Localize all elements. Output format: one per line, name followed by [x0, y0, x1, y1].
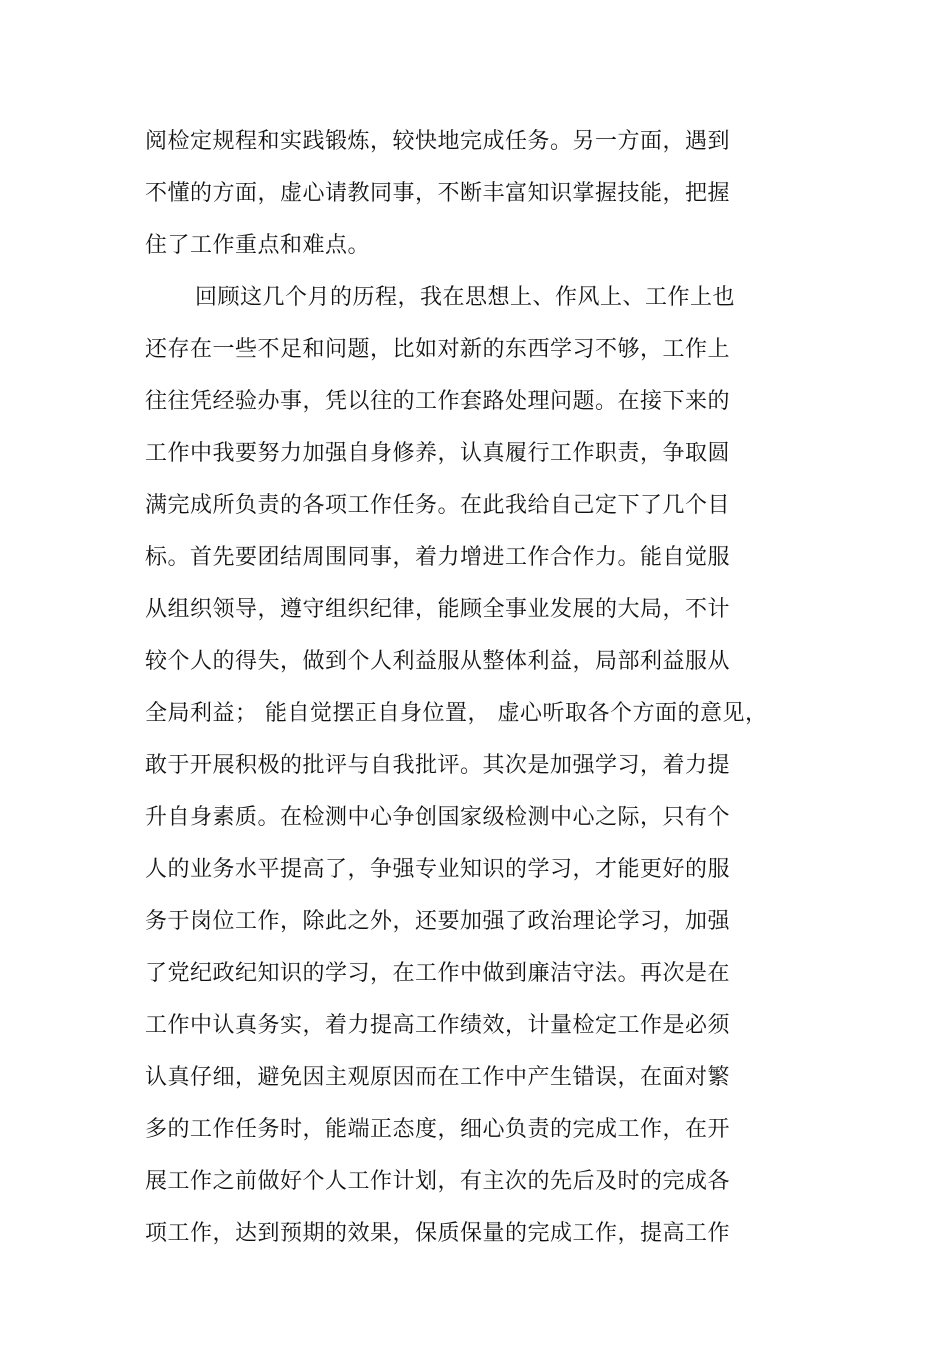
- text-line: 工作中我要努力加强自身修养，认真履行工作职责，争取圆: [145, 441, 731, 466]
- paragraph-first-line: 回顾这几个月的历程，我在思想上、作风上、工作上也: [195, 285, 736, 310]
- text-line: 满完成所负责的各项工作任务。在此我给自己定下了几个目: [145, 493, 731, 518]
- text-line: 项工作，达到预期的效果，保质保量的完成工作，提高工作: [145, 1221, 731, 1246]
- text-line: 工作中认真务实，着力提高工作绩效，计量检定工作是必须: [145, 1013, 731, 1038]
- text-line: 全局利益； 能自觉摆正自身位置， 虚心听取各个方面的意见，: [145, 701, 768, 726]
- body-text: [145, 116, 785, 1260]
- text-line: 不懂的方面，虚心请教同事，不断丰富知识掌握技能，把握: [145, 181, 731, 206]
- text-line: 人的业务水平提高了，争强专业知识的学习，才能更好的服: [145, 857, 731, 882]
- text-line: 标。首先要团结周围同事，着力增进工作合作力。能自觉服: [145, 545, 731, 570]
- text-line: 展工作之前做好个人工作计划，有主次的先后及时的完成各: [145, 1169, 731, 1194]
- text-line: 多的工作任务时，能端正态度，细心负责的完成工作，在开: [145, 1117, 731, 1142]
- text-line: 务于岗位工作，除此之外，还要加强了政治理论学习，加强: [145, 909, 731, 934]
- text-line: 认真仔细，避免因主观原因而在工作中产生错误，在面对繁: [145, 1065, 731, 1090]
- text-line: 从组织领导，遵守组织纪律，能顾全事业发展的大局，不计: [145, 597, 731, 622]
- text-line: 往往凭经验办事，凭以往的工作套路处理问题。在接下来的: [145, 389, 731, 414]
- text-line: 较个人的得失，做到个人利益服从整体利益，局部利益服从: [145, 649, 731, 674]
- text-line: 住了工作重点和难点。: [145, 233, 371, 258]
- text-line: 敢于开展积极的批评与自我批评。其次是加强学习，着力提: [145, 753, 731, 778]
- text-line: 还存在一些不足和问题，比如对新的东西学习不够，工作上: [145, 337, 731, 362]
- text-line: 了党纪政纪知识的学习，在工作中做到廉洁守法。再次是在: [145, 961, 731, 986]
- text-line: 阅检定规程和实践锻炼，较快地完成任务。另一方面，遇到: [145, 129, 731, 154]
- text-line: 升自身素质。在检测中心争创国家级检测中心之际，只有个: [145, 805, 731, 830]
